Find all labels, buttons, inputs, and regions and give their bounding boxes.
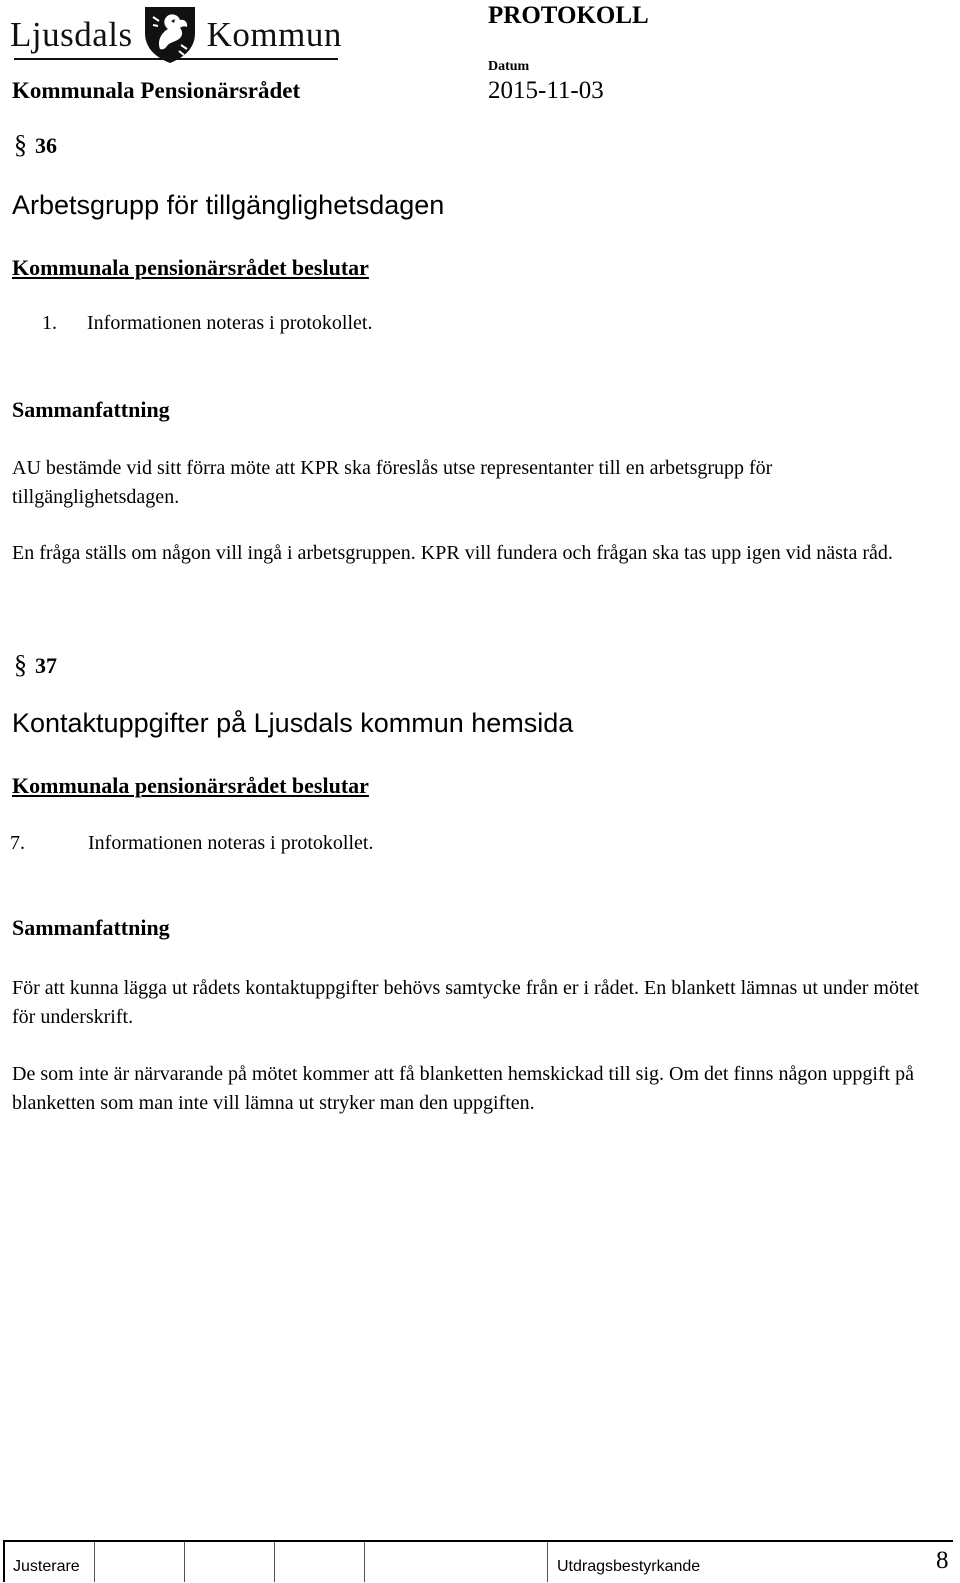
section-37-paragraph-2: De som inte är närvarande på mötet kommer att få blanketten hemskickad till sig. Om det finns någon uppgift på blanketten som man inte vill lämna ut stryker man den uppgiften. [12, 1063, 914, 1114]
footer-signature-cell-3 [274, 1542, 365, 1582]
section-36-number [14, 130, 57, 160]
section-36-paragraph-1: AU bestämde vid sitt förra möte att KPR ska föreslås utse representanter till en arbetsgrupp för tillgänglighetsdagen. [12, 457, 773, 508]
municipality-logo [10, 2, 342, 66]
footer-signature-cell-4 [364, 1542, 548, 1582]
decision-item-text: Informationen noteras i protokollet. [88, 832, 374, 854]
signature-footer [3, 1540, 953, 1582]
section-36-decision-item [42, 312, 372, 335]
page-number: 8 [936, 1547, 949, 1574]
decision-item-text: Informationen noteras i protokollet. [87, 312, 373, 334]
logo-text-left: Ljusdals [10, 14, 133, 54]
date-value: 2015-11-03 [488, 77, 604, 104]
justerare-label: Justerare [13, 1558, 80, 1575]
section-37-decision-item: 7. Informationen noteras i protokollet. [10, 832, 374, 854]
section-37-summary-title: Sammanfattning [12, 915, 170, 940]
organization-name: Kommunala Pensionärsrådet [12, 78, 301, 103]
footer-cell-justerare [5, 1542, 95, 1582]
footer-signature-cell-1 [94, 1542, 185, 1582]
paragraph-sign-icon: § [14, 130, 27, 159]
section-36-title: Arbetsgrupp för tillgänglighetsdagen [12, 190, 445, 220]
section-37-title: Kontaktuppgifter på Ljusdals kommun hemsida [12, 708, 574, 738]
section-36-decision-title: Kommunala pensionärsrådet beslutar [12, 255, 369, 280]
section-37-paragraph-1: För att kunna lägga ut rådets kontaktuppgifter behövs samtycke från er i rådet. En blankett lämnas ut under mötet för underskrift. [12, 977, 919, 1028]
decision-item-number: 1. [42, 312, 57, 334]
utdragsbestyrkande-label: Utdragsbestyrkande [557, 1558, 701, 1575]
paragraph-number: 36 [35, 133, 57, 158]
crest-icon [141, 3, 199, 65]
logo-underline [14, 58, 338, 60]
section-37-decision-title: Kommunala pensionärsrådet beslutar [12, 773, 369, 798]
document-type: PROTOKOLL [488, 2, 649, 29]
section-36-summary-title: Sammanfattning [12, 397, 170, 422]
section-36-paragraph-2: En fråga ställs om någon vill ingå i arbetsgruppen. KPR vill fundera och frågan ska tas upp igen vid nästa råd. [12, 542, 893, 564]
section-37-number [14, 650, 57, 680]
logo-text-right: Kommun [206, 14, 342, 54]
paragraph-number: 37 [35, 653, 57, 678]
footer-cell-utdrag [547, 1542, 917, 1582]
paragraph-sign-icon: § [14, 650, 27, 679]
footer-signature-cell-2 [184, 1542, 275, 1582]
date-label: Datum [488, 59, 530, 74]
